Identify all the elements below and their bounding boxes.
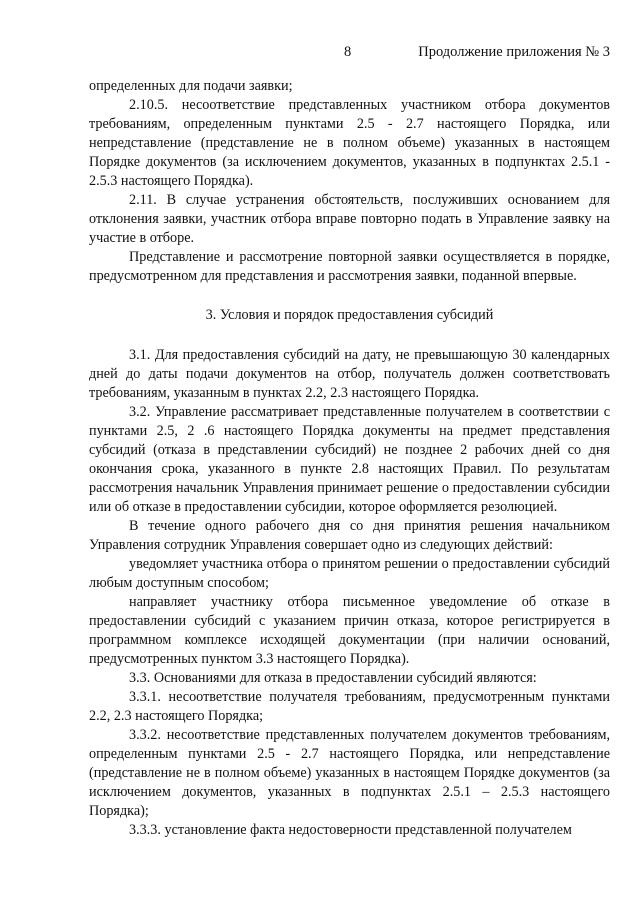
paragraph-refusal-notice: направляет участнику отбора письменное уведомление об отказе в предоставлении субсидий с указанием причин отказа, которое регистрируется в программном комплексе исходящей документации (при наличии оснований, предусмотренных пунктом 3.3 настоящего Порядка). xyxy=(89,594,610,667)
section-3-heading: 3. Условия и порядок предоставления субсидий xyxy=(205,307,494,323)
paragraph-3-3-3: 3.3.3. установление факта недостоверности представленной получателем xyxy=(129,822,572,838)
page-number: 8 xyxy=(344,44,352,60)
appendix-continuation-label: Продолжение приложения № 3 xyxy=(418,44,610,60)
paragraph-3-3-2: 3.3.2. несоответствие представленных получателем документов требованиям, определенным пунктами 2.5 - 2.7 настоящего Порядка, или непредставление (представление не в полном объеме) указанных в настоящем Порядке документов (за исключением документов, указанных в подпунктах 2.5.1 – 2.5.3 настоящего Порядка); xyxy=(89,727,610,819)
paragraph-3-3: 3.3. Основаниями для отказа в предоставлении субсидий являются: xyxy=(129,670,537,686)
paragraph-3-2: 3.2. Управление рассматривает представленные получателем в соответствии с пунктами 2.5, 2 .6 настоящего Порядка документы на предмет представления субсидий (отказа в представлении субсидий) не позднее 2 рабочих дней со дня окончания срока, указанного в пункте 2.8 настоящих Правил. По результатам рассмотрения начальник Управления принимает решение о предоставлении субсидии или об отказе в предоставлении субсидии, которое оформляется резолюцией. xyxy=(89,404,610,515)
document-body xyxy=(89,77,610,840)
paragraph-notify-participant: уведомляет участника отбора о принятом решении о предоставлении субсидий любым доступным способом; xyxy=(89,556,610,591)
paragraph-2-11: 2.11. В случае устранения обстоятельств, послуживших основанием для отклонения заявки, участник отбора вправе повторно подать в Управление заявку на участие в отборе. xyxy=(89,192,610,246)
paragraph-2-10-5: 2.10.5. несоответствие представленных участником отбора документов требованиям, определенным пунктами 2.5 - 2.7 настоящего Порядка, или непредставление (представление не в полном объеме) указанных в настоящем Порядке документов (за исключением документов, указанных в подпунктах 2.5.1 - 2.5.3 настоящего Порядка). xyxy=(89,97,610,189)
paragraph-3-1: 3.1. Для предоставления субсидий на дату, не превышающую 30 календарных дней до даты подачи документов на отбор, получатель должен соответствовать требованиям, указанным в пунктах 2.2, 2.3 настоящего Порядка. xyxy=(89,347,610,401)
paragraph-2-10-4-tail: определенных для подачи заявки; xyxy=(89,78,293,94)
paragraph-resubmission: Представление и рассмотрение повторной заявки осуществляется в порядке, предусмотренном для представления и рассмотрения заявки, поданной впервые. xyxy=(89,249,610,284)
page-header xyxy=(0,43,640,63)
paragraph-3-3-1: 3.3.1. несоответствие получателя требованиям, предусмотренным пунктами 2.2, 2.3 настоящего Порядка; xyxy=(89,689,610,724)
paragraph-decision-actions: В течение одного рабочего дня со дня принятия решения начальником Управления сотрудник Управления совершает одно из следующих действий: xyxy=(89,518,610,553)
